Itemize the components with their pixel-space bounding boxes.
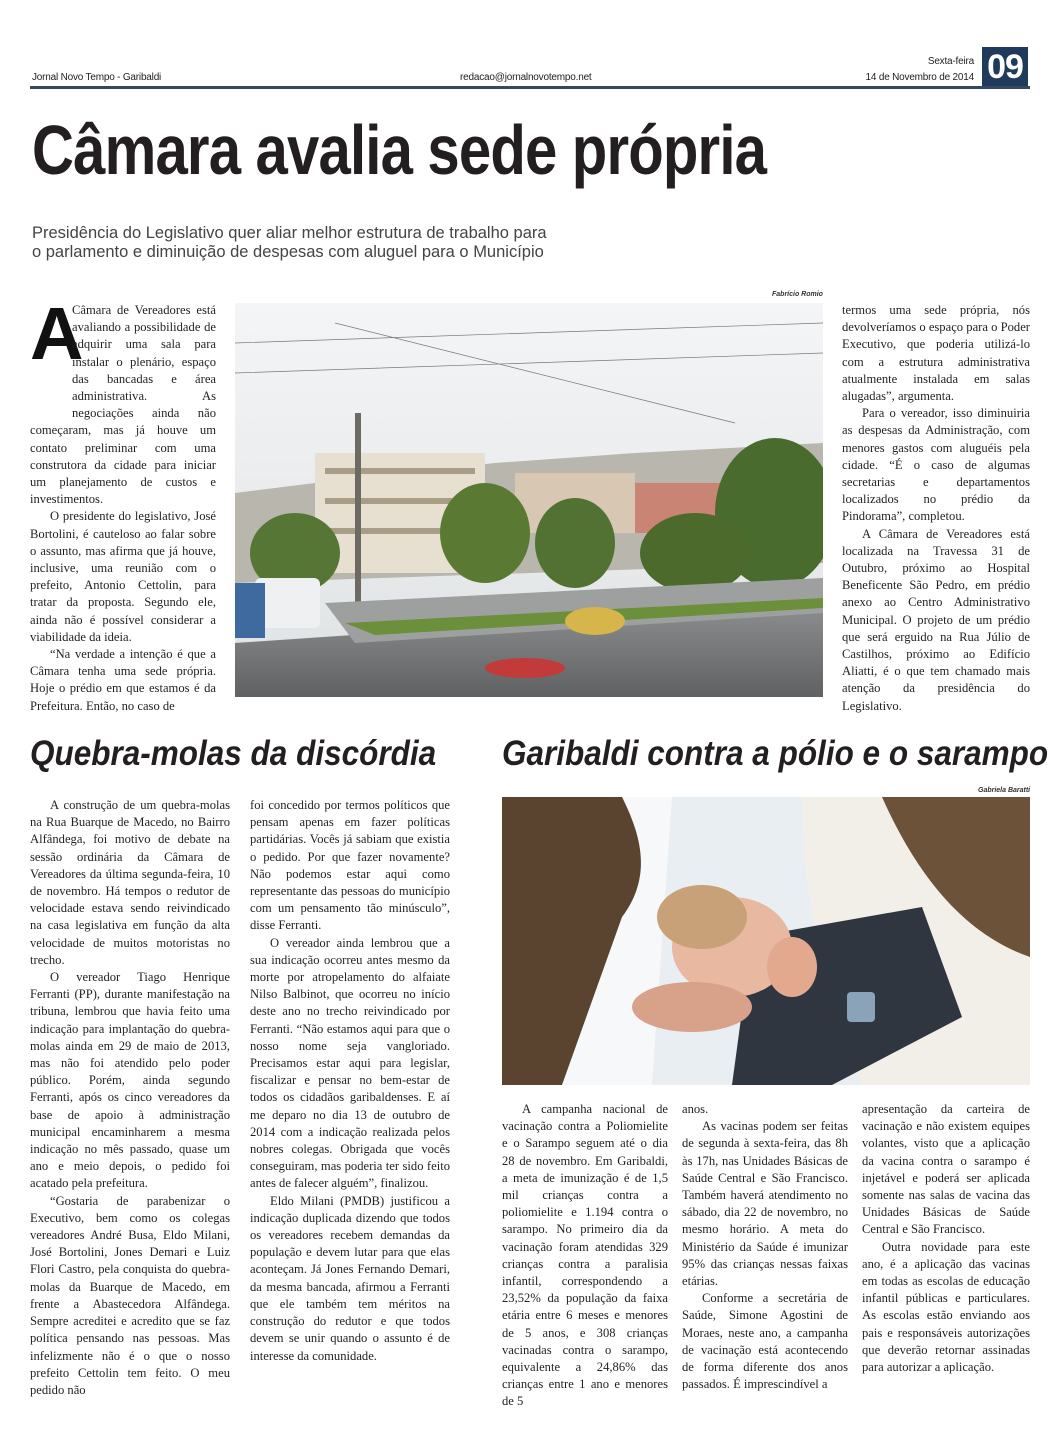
- street-photo: [235, 303, 823, 697]
- page-number: 09: [982, 47, 1028, 87]
- paragraph: “Na verdade a intenção é que a Câmara tenha uma sede própria. Hoje o prédio em que estamos é da Prefeitura. Então, no caso de: [30, 647, 216, 713]
- vacinacao-column-1: [502, 1101, 668, 1411]
- paragraph: O vereador Tiago Henrique Ferranti (PP), durante manifestação na tribuna, lembrou que havia feito uma indicação para implantação do quebra-molas ainda em 29 de maio de 2013, mas não foi atendido pelo poder público. Porém, ainda segundo Ferranti, após os cinco vereadores da base de apoio à administração municipal encaminharem a mesma indicação no mês passado, quase um ano e meio depois, o pedido foi acatado pela prefeitura.: [30, 970, 230, 1191]
- paragraph: A campanha nacional de vacinação contra a Poliomielite e o Sarampo seguem até o dia 28 de novembro. Em Garibaldi, a meta de imunização é de 1,5 mil crianças contra a poliomielite e 1.194 contra o sarampo. No primeiro dia da vacinação foram atendidas 329 crianças contra a paralisia infantil, correspondendo a 23,52% da população da faixa etária entre 6 meses e menores de 5 anos, e 308 crianças vacinadas contra o sarampo, equivalente a 24,86% das crianças entre 1 ano e menores de 5: [502, 1102, 668, 1409]
- publication-name: Jornal Novo Tempo - Garibaldi: [32, 72, 162, 83]
- subtitle-line: Presidência do Legislativo quer aliar melhor estrutura de trabalho para: [32, 224, 547, 242]
- paragraph: “Gostaria de parabenizar o Executivo, bem como os colegas vereadores André Busa, Eldo Milani, José Bortolini, Jones Demari e Luiz Flori Castro, pela conquista do quebra-molas da Buarque de Macedo, em frente a Abastecedora Alfândega. Sempre acreditei e acredito que se faz política pensando nas pessoas. Mas infelizmente não é o que o nosso prefeito Cettolin tem feito. O meu pedido não: [30, 1193, 230, 1397]
- paragraph: Eldo Milani (PMDB) justificou a indicação duplicada dizendo que todos os vereadores recebem demandas da população e devem lutar para que elas aconteçam. Já Jones Fernando Demari, da mesma bancada, afirmou a Ferranti que ele também tem méritos na construção do redutor e que todos devem se unir quando o assunto é de interesse da comunidade.: [250, 1193, 450, 1363]
- paragraph: O presidente do legislativo, José Bortolini, é cauteloso ao falar sobre o assunto, mas afirma que já houve, inclusive, uma reunião com o prefeito, Antonio Cettolin, para tratar da proposta. Segundo ele, ainda não é possível considerar a viabilidade da ideia.: [30, 509, 216, 644]
- paragraph: Câmara de Vereadores está avaliando a possibilidade de adquirir uma sala para instalar o plenário, espaço das bancadas e área administrativa. As negociações ainda não começaram, mas já houve um contato preliminar com uma construtora da cidade para iniciar um planejamento de custos e investimentos.: [30, 303, 216, 507]
- issue-date: 14 de Novembro de 2014: [865, 72, 974, 83]
- drop-cap: A: [30, 292, 84, 375]
- paragraph: As vacinas podem ser feitas de segunda à sexta-feira, das 8h às 17h, nas Unidades Básicas de Saúde Central e São Francisco. Também haverá atendimento no sábado, dia 22 de novembro, no mesmo horário. A meta do Ministério da Saúde é imunizar 95% das crianças nessas faixas etárias.: [682, 1119, 848, 1289]
- paragraph: Outra novidade para este ano, é a aplicação das vacinas em todas as escolas de educação infantil públicas e particulares. As escolas estão enviando aos pais e responsáveis autorizações que deverão retornar assinadas para autorizar a aplicação.: [862, 1239, 1030, 1375]
- quebra-molas-column-2: [250, 797, 450, 1365]
- vacinacao-column-2: [682, 1101, 848, 1393]
- article-subtitle: [32, 224, 592, 262]
- paragraph: A construção de um quebra-molas na Rua Buarque de Macedo, no Bairro Alfândega, foi motivo de debate na sessão ordinária da Câmara de Vereadores da última segunda-feira, 10 de novembro. Há tempos o redutor de velocidade estava sendo reivindicado na casa legislativa em função da alta velocidade de muitos motoristas no trecho.: [30, 798, 230, 967]
- vaccination-photo: [502, 797, 1030, 1085]
- weekday: Sexta-feira: [927, 56, 974, 67]
- paragraph: foi concedido por termos políticos que pensam apenas em fazer políticas partidárias. Vocês já sabiam que existia o pedido. Por que fazer novamente? Não podemos estar aqui como representante das pessoas do município com um pensamento tão minúsculo”, disse Ferranti.: [250, 798, 450, 933]
- paragraph: Conforme a secretária de Saúde, Simone Agostini de Moraes, neste ano, a campanha de vacinação está acontecendo de forma diferente dos anos passados. É imprescindível a: [682, 1291, 848, 1392]
- vacinacao-headline: Garibaldi contra a pólio e o sarampo: [502, 734, 1049, 773]
- photo-credit: Fabrício Romio: [772, 291, 823, 298]
- paragraph: Para o vereador, isso diminuiria as despesas da Administração, com menores gastos com aluguéis pela cidade. “É o caso de algumas secretarias e departamentos localizados no prédio da Pindorama”, completou.: [842, 406, 1030, 524]
- paragraph: apresentação da carteira de vacinação e não existem equipes volantes, visto que a aplicação da vacina contra o sarampo é injetável e poderá ser aplicada somente nas salas de vacina das Unidades Básicas de Saúde Central e São Francisco.: [862, 1102, 1030, 1237]
- subtitle-line: o parlamento e diminuição de despesas com aluguel para o Município: [32, 243, 544, 261]
- header-rule: [30, 86, 1030, 89]
- photo-credit: Gabriela Baratti: [978, 787, 1031, 794]
- quebra-molas-headline: Quebra-molas da discórdia: [30, 734, 437, 773]
- paragraph: termos uma sede própria, nós devolveríamos o espaço para o Poder Executivo, que poderia utilizá-lo com a estrutura administrativa atualmente instalada em salas alugadas”, argumenta.: [842, 303, 1030, 404]
- contact-email[interactable]: redacao@jornalnovotempo.net: [460, 72, 592, 83]
- paragraph: O vereador ainda lembrou que a sua indicação ocorreu antes mesmo da morte por atropelamento do alfaiate Nilso Balbinot, que ocorreu no início deste ano no trecho reivindicado por Ferranti. “Não estamos aqui para que o nosso nome seja vangloriado. Precisamos estar aqui para legislar, fiscalizar e pensar no bem-estar de todos os cidadãos garibaldenses. E aí me deparo no dia 13 de outubro de 2014 com a indicação realizada pelos nobres colegas. Obrigada que vocês conseguiram, mas poderia ter sido feito antes de falecer alguém”, finalizou.: [250, 935, 450, 1191]
- paragraph: A Câmara de Vereadores está localizada na Travessa 31 de Outubro, próximo ao Hospital Beneficente São Pedro, em prédio anexo ao Centro Administrativo Municipal. O projeto de um prédio que será erguido na Rua Júlio de Castilhos, próximo ao Edifício Aliatti, é o que tem chamado mais atenção da presidência do Legislativo.: [842, 526, 1030, 713]
- main-article-right-column: [842, 302, 1030, 715]
- main-article-left-column: [30, 292, 216, 715]
- vacinacao-column-3: [862, 1101, 1030, 1376]
- article-headline: Câmara avalia sede própria: [32, 111, 767, 189]
- paragraph: anos.: [682, 1102, 709, 1116]
- quebra-molas-column-1: [30, 797, 230, 1399]
